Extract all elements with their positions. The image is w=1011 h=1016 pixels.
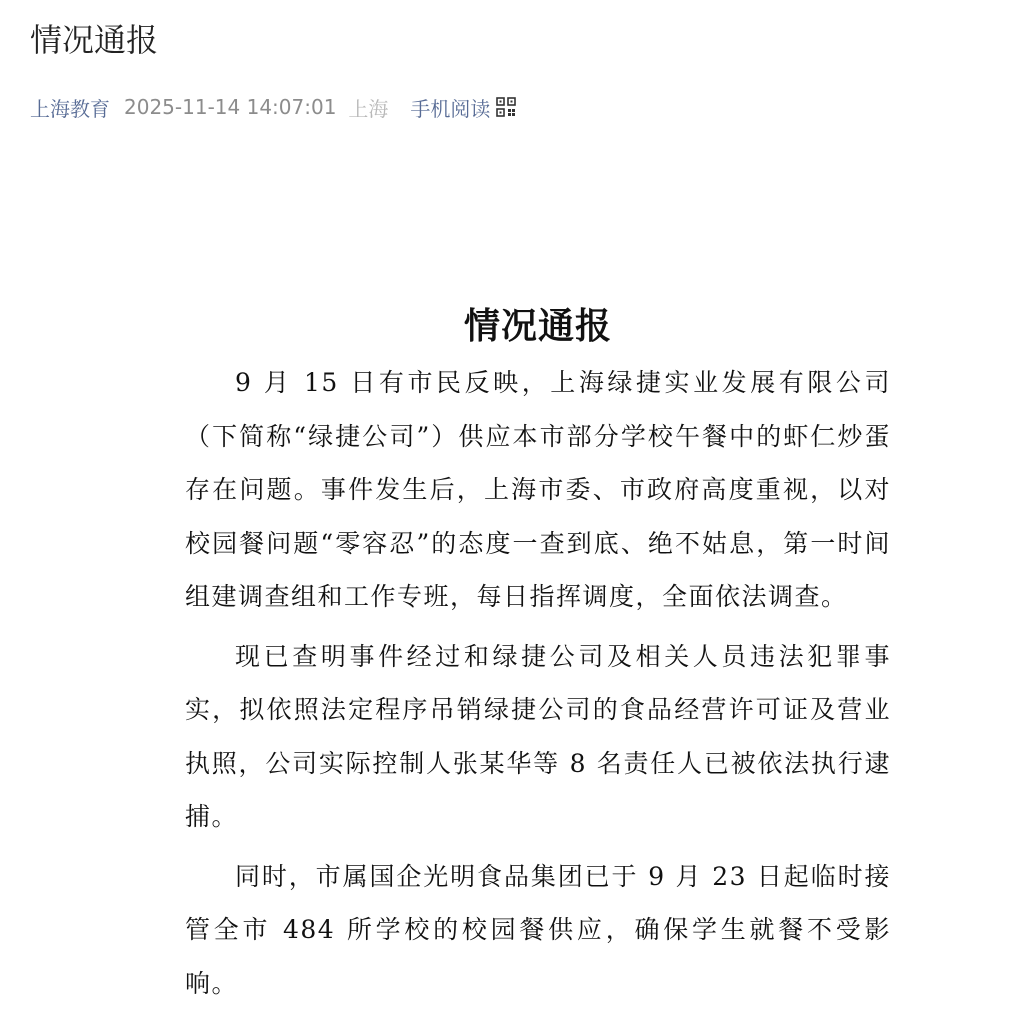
mobile-read-button[interactable]: [410, 93, 516, 122]
notice-heading: 情况通报: [463, 305, 612, 347]
notice-body: [185, 296, 891, 1016]
publish-date: 2025-11-14 14:07:01: [124, 95, 337, 119]
article-meta: [30, 92, 516, 122]
publish-location: 上海: [348, 96, 389, 121]
notice-paragraph-2: 现已查明事件经过和绿捷公司及相关人员违法犯罪事实，拟依照法定程序吊销绿捷公司的食品经营许可证及营业执照，公司实际控制人张某华等 8 名责任人已被依法执行逮捕。: [185, 641, 891, 831]
mobile-read-label: 手机阅读: [410, 96, 491, 121]
article-title: 情况通报: [30, 21, 159, 59]
qr-code-icon[interactable]: [496, 97, 516, 117]
notice-paragraph-3: 同时，市属国企光明食品集团已于 9 月 23 日起临时接管全市 484 所学校的校园餐供应，确保学生就餐不受影响。: [185, 861, 891, 998]
notice-paragraph-1: 9 月 15 日有市民反映，上海绿捷实业发展有限公司（下简称“绿捷公司”）供应本市部分学校午餐中的虾仁炒蛋存在问题。事件发生后，上海市委、市政府高度重视，以对校园餐问题“零容忍”的态度一查到底、绝不姑息，第一时间组建调查组和工作专班，每日指挥调度，全面依法调查。: [185, 368, 891, 611]
source-link[interactable]: 上海教育: [30, 96, 110, 121]
